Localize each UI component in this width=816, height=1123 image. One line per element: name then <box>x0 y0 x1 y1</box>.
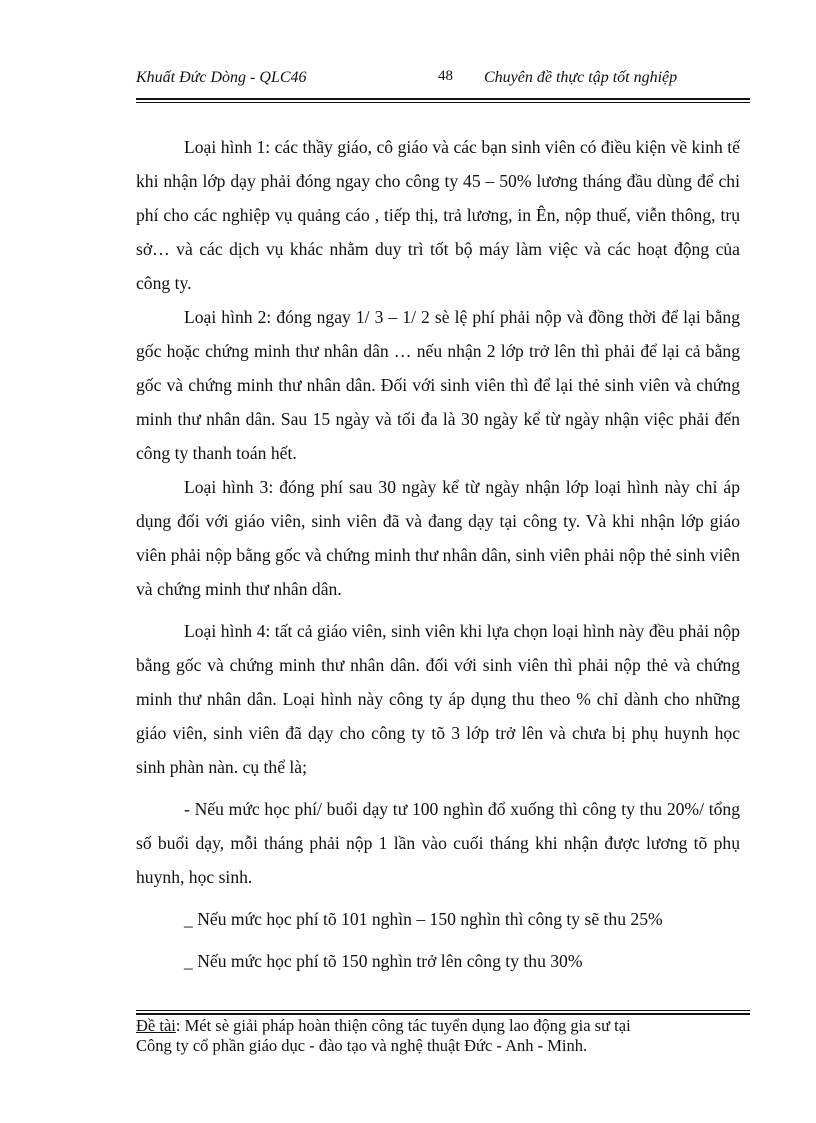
paragraph-gap <box>136 606 740 614</box>
paragraph-type-2: Loại hình 2: đóng ngay 1/ 3 – 1/ 2 sè lệ phí phải nộp và đồng thời để lại bằng gốc hoặc chứng minh thư nhân dân … nếu nhận 2 lớp trở lên thì phải để lại cả bằng gốc và chứng minh thư nhân dân. Đối với sinh viên thì để lại thẻ sinh viên và chứng minh thư nhân dân. Sau 15 ngày và tối đa là 30 ngày kể từ ngày nhận việc phải đến công ty thanh toán hết. <box>136 307 740 463</box>
bullet-fee-tier-3: _ Nếu mức học phí tõ 150 nghìn trở lên công ty thu 30% <box>184 951 583 971</box>
bullet-fee-tier-1: - Nếu mức học phí/ buổi dạy tư 100 nghìn đổ xuống thì công ty thu 20%/ tổng số buổi dạy, mỗi tháng phải nộp 1 lần vào cuối tháng khi nhận được lương tõ phụ huynh, học sinh. <box>136 799 740 887</box>
bullet-fee-tier-2: _ Nếu mức học phí tõ 101 nghìn – 150 nghìn thì công ty sẽ thu 25% <box>184 909 663 929</box>
page-footer <box>136 1016 750 1056</box>
header-rule-thick <box>136 98 750 100</box>
page-header <box>136 64 750 94</box>
header-author: Khuất Đức Dòng - QLC46 <box>136 69 307 86</box>
footer-topic: : Mét sè giải pháp hoàn thiện công tác tuyển dụng lao động gia sư tại <box>175 1016 631 1035</box>
page-number: 48 <box>438 68 453 84</box>
paragraph-gap <box>136 894 740 902</box>
paragraph-gap <box>136 784 740 792</box>
footer-rule-thick <box>136 1013 750 1015</box>
footer-line-2: Công ty cổ phần giáo dục - đào tạo và nghệ thuật Đức - Anh - Minh. <box>136 1036 588 1055</box>
paragraph-gap <box>136 936 740 944</box>
paragraph-type-1: Loại hình 1: các thầy giáo, cô giáo và các bạn sinh viên có điều kiện về kinh tế khi nhận lớp dạy phải đóng ngay cho công ty 45 – 50% lương tháng đầu dùng để chi phí cho các nghiệp vụ quảng cáo , tiếp thị, trả lương, in Ên, nộp thuế, viễn thông, trụ sở… và các dịch vụ khác nhằm duy trì tốt bộ máy làm việc và các hoạt động của công ty. <box>136 137 740 293</box>
document-body <box>136 130 740 978</box>
footer-rule-thin <box>136 1010 750 1011</box>
paragraph-type-3: Loại hình 3: đóng phí sau 30 ngày kể từ ngày nhận lớp loại hình này chỉ áp dụng đối với giáo viên, sinh viên đã và đang dạy tại công ty. Và khi nhận lớp giáo viên phải nộp bằng gốc và chứng minh thư nhân dân, sinh viên phải nộp thẻ sinh viên và chứng minh thư nhân dân. <box>136 477 740 599</box>
header-doc-title: Chuyên đề thực tập tốt nghiệp <box>484 69 678 86</box>
footer-label: Đề tài <box>136 1016 176 1035</box>
header-rule-thin <box>136 102 750 103</box>
footer-line-1 <box>136 1016 750 1036</box>
paragraph-type-4: Loại hình 4: tất cả giáo viên, sinh viên khi lựa chọn loại hình này đều phải nộp bằng gốc và chứng minh thư nhân dân. đối với sinh viên thì phải nộp thẻ và chứng minh thư nhân dân. Loại hình này công ty áp dụng thu theo % chỉ dành cho những giáo viên, sinh viên đã dạy cho công ty tõ 3 lớp trở lên và chưa bị phụ huynh học sinh phàn nàn. cụ thể là; <box>136 621 740 777</box>
